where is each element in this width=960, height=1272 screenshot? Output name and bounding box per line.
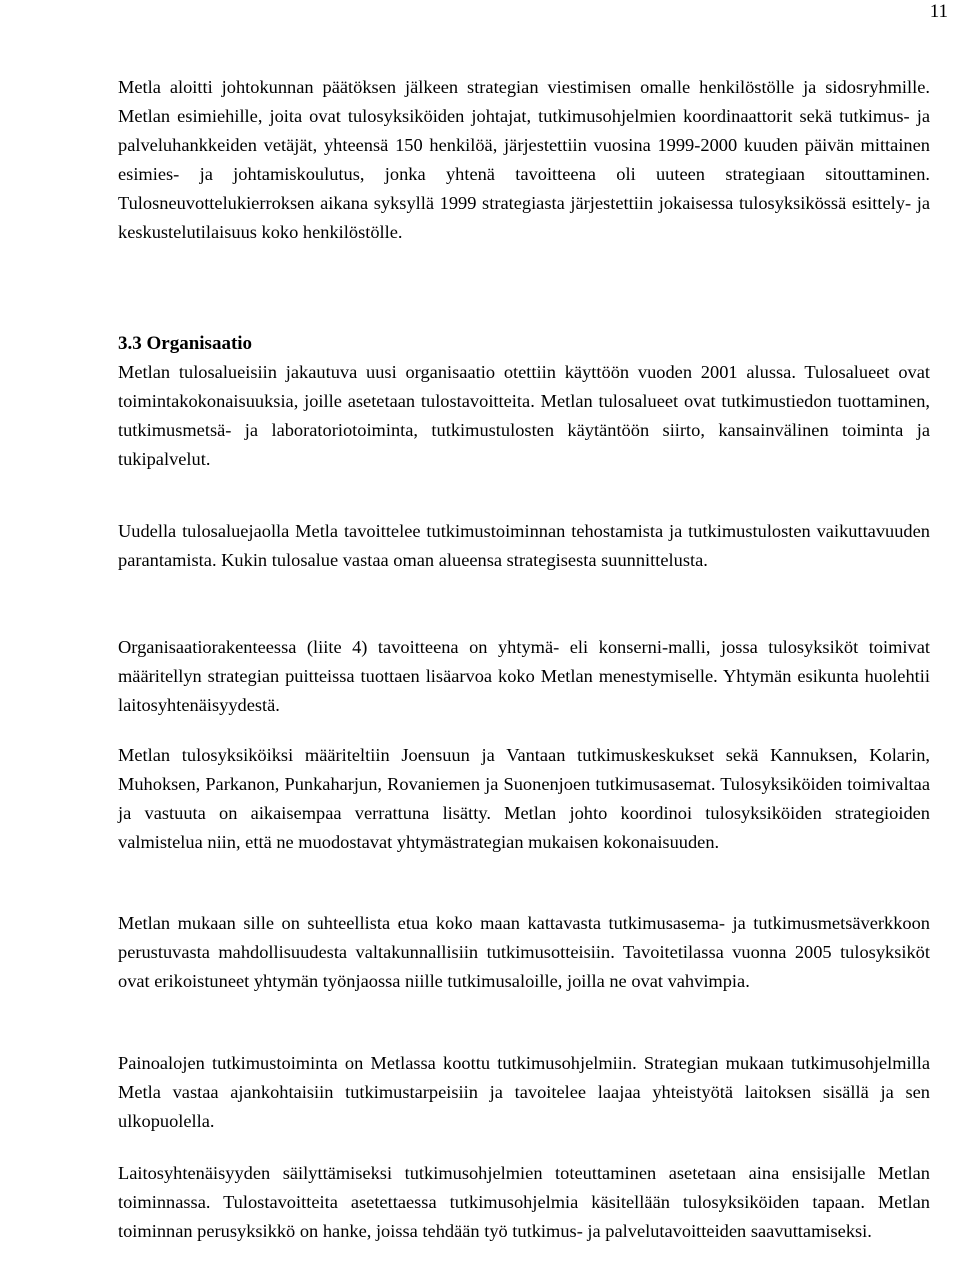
paragraph: Organisaatiorakenteessa (liite 4) tavoitteena on yhtymä- eli konserni-malli, jossa tulosyksiköt toimivat määritellyn strategian puitteissa tuottaen lisäarvoa koko Metlan menestymiselle. Yhtymän esikunta huolehtii laitosyhtenäisyydestä. [118,637,930,716]
paragraph: Metlan tulosyksiköiksi määriteltiin Joensuun ja Vantaan tutkimuskeskukset sekä Kannuksen, Kolarin, Muhoksen, Parkanon, Punkaharjun, Rovaniemen ja Suonenjoen tutkimusasemat. Tulosyksiköiden toimivaltaa ja vastuuta on aikaisempaa verrattuna lisätty. Metlan johto koordinoi tulosyksiköiden strategioiden valmistelua niin, että ne muodostavat yhtymästrategian mukaisen kokonaisuuden. [118,745,930,853]
page-number: 11 [929,1,948,22]
paragraph: Uudella tulosaluejaolla Metla tavoittelee tutkimustoiminnan tehostamista ja tutkimustulosten vaikuttavuuden parantamista. Kukin tulosalue vastaa oman alueensa strategisesta suunnittelusta. [118,521,930,571]
paragraph: Laitosyhtenäisyyden säilyttämiseksi tutkimusohjelmien toteuttaminen asetetaan aina ensisijalle Metlan toiminnassa. Tulostavoitteita asetettaessa tutkimusohjelmia käsitellään tulosyksiköiden tapaan. Metlan toiminnan perusyksikkö on hanke, joissa tehdään työ tutkimus- ja palvelutavoitteiden saavuttamiseksi. [118,1163,930,1242]
intro-paragraph: Metla aloitti johtokunnan päätöksen jälkeen strategian viestimisen omalle henkilöstölle ja sidosryhmille. Metlan esimiehille, joita ovat tulosyksiköiden johtajat, tutkimusohjelmien koordinaattorit sekä tutkimus- ja palveluhankkeiden vetäjät, yhteensä 150 henkilöä, järjestettiin vuosina 1999-2000 kuuden päivän mittainen esimies- ja johtamiskoulutus, jonka yhtenä tavoitteena oli uuteen strategiaan sitouttaminen. Tulosneuvottelukierroksen aikana syksyllä 1999 strategiasta järjestettiin jokaisessa tulosyksikössä esittely- ja keskustelutilaisuus koko henkilöstölle. [118,77,930,243]
paragraph: Metlan mukaan sille on suhteellista etua koko maan kattavasta tutkimusasema- ja tutkimusmetsäverkkoon perustuvasta mahdollisuudesta valtakunnallisiin tutkimusotteisiin. Tavoitetilassa vuonna 2005 tulosyksiköt ovat erikoistuneet yhtymän työnjaossa niille tutkimusaloille, joilla ne ovat vahvimpia. [118,913,930,992]
paragraph: Metlan tulosalueisiin jakautuva uusi organisaatio otettiin käyttöön vuoden 2001 alussa. Tulosalueet ovat toimintakokonaisuuksia, joille asetetaan tulostavoitteita. Metlan tulosalueet ovat tutkimustiedon tuottaminen, tutkimusmetsä- ja laboratoriotoiminta, tutkimustulosten käytäntöön siirto, kansainvälinen toiminta ja tukipalvelut. [118,362,930,470]
section-heading: 3.3 Organisaatio [118,333,253,354]
paragraph: Painoalojen tutkimustoiminta on Metlassa koottu tutkimusohjelmiin. Strategian mukaan tutkimusohjelmilla Metla vastaa ajankohtaisiin tutkimustarpeisiin ja tavoitelee laajaa yhteistyötä laitoksen sisällä ja sen ulkopuolella. [118,1053,930,1132]
